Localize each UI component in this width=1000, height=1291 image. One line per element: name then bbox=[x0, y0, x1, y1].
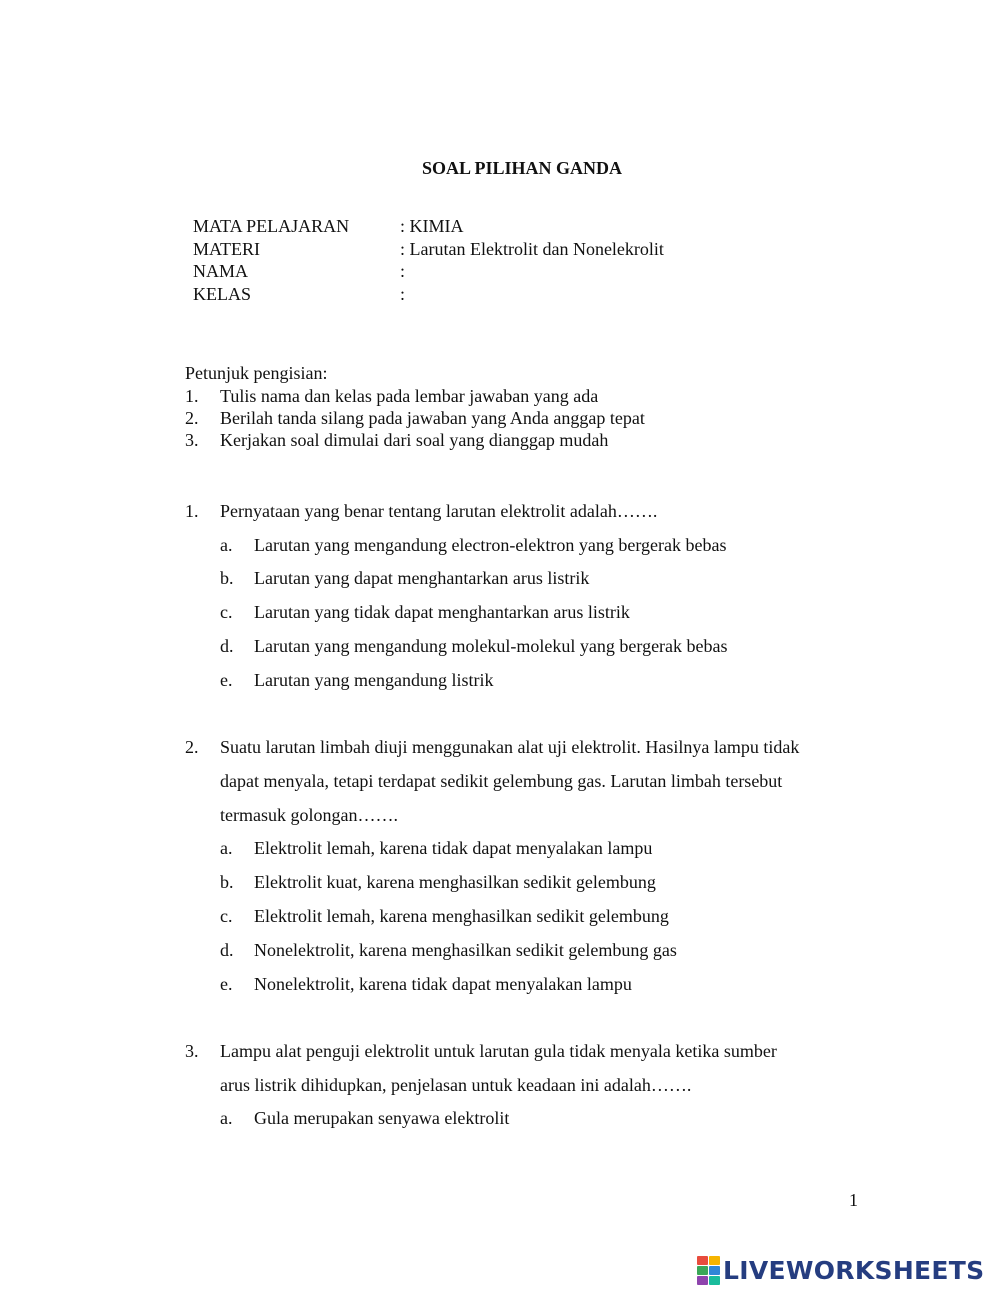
logo-block bbox=[697, 1256, 708, 1265]
question-1-number: 1. bbox=[185, 501, 199, 521]
question-1-option-e-letter[interactable]: e. bbox=[220, 670, 233, 690]
question-1-option-c[interactable]: Larutan yang tidak dapat menghantarkan arus listrik bbox=[254, 602, 630, 622]
liveworksheets-logo-icon bbox=[697, 1256, 719, 1284]
logo-block bbox=[709, 1256, 720, 1265]
logo-block bbox=[697, 1276, 708, 1285]
name-value: : bbox=[400, 261, 406, 281]
question-1-option-d[interactable]: Larutan yang mengandung molekul-molekul yang bergerak bebas bbox=[254, 636, 728, 656]
question-1-text: Pernyataan yang benar tentang larutan elektrolit adalah……. bbox=[220, 501, 658, 521]
question-3-text-line-1: Lampu alat penguji elektrolit untuk larutan gula tidak menyala ketika sumber bbox=[220, 1041, 777, 1061]
brand-text: LIVEWORKSHEETS bbox=[723, 1255, 985, 1285]
material-value: : Larutan Elektrolit dan Nonelekrolit bbox=[400, 239, 664, 259]
liveworksheets-brand[interactable] bbox=[697, 1254, 984, 1286]
question-3-option-a-letter[interactable]: a. bbox=[220, 1108, 233, 1128]
logo-block bbox=[709, 1276, 720, 1285]
instruction-number: 1. bbox=[185, 386, 199, 406]
instruction-number: 3. bbox=[185, 430, 199, 450]
question-2-number: 2. bbox=[185, 737, 199, 757]
class-value: : bbox=[400, 284, 406, 304]
material-label: MATERI bbox=[193, 239, 260, 259]
question-2-option-d-letter[interactable]: d. bbox=[220, 940, 234, 960]
logo-block bbox=[697, 1266, 708, 1275]
name-label: NAMA bbox=[193, 261, 249, 281]
question-2-option-e-letter[interactable]: e. bbox=[220, 974, 233, 994]
question-3-option-a[interactable]: Gula merupakan senyawa elektrolit bbox=[254, 1108, 510, 1128]
question-2-option-c-letter[interactable]: c. bbox=[220, 906, 233, 926]
logo-block bbox=[709, 1266, 720, 1275]
question-1-option-e[interactable]: Larutan yang mengandung listrik bbox=[254, 670, 494, 690]
question-2-option-b[interactable]: Elektrolit kuat, karena menghasilkan sedikit gelembung bbox=[254, 872, 656, 892]
question-2-option-a[interactable]: Elektrolit lemah, karena tidak dapat menyalakan lampu bbox=[254, 838, 653, 858]
page-title: SOAL PILIHAN GANDA bbox=[421, 158, 623, 178]
question-1-option-a[interactable]: Larutan yang mengandung electron-elektron yang bergerak bebas bbox=[254, 535, 727, 555]
class-label: KELAS bbox=[193, 284, 251, 304]
instruction-text: Berilah tanda silang pada jawaban yang Anda anggap tepat bbox=[220, 408, 645, 428]
question-2-text-line-1: Suatu larutan limbah diuji menggunakan alat uji elektrolit. Hasilnya lampu tidak bbox=[220, 737, 800, 757]
question-2-option-d[interactable]: Nonelektrolit, karena menghasilkan sedikit gelembung gas bbox=[254, 940, 677, 960]
instruction-number: 2. bbox=[185, 408, 199, 428]
question-2-option-c[interactable]: Elektrolit lemah, karena menghasilkan sedikit gelembung bbox=[254, 906, 669, 926]
question-2-text-line-2: dapat menyala, tetapi terdapat sedikit gelembung gas. Larutan limbah tersebut bbox=[220, 771, 783, 791]
question-2-option-e[interactable]: Nonelektrolit, karena tidak dapat menyalakan lampu bbox=[254, 974, 632, 994]
page-number: 1 bbox=[849, 1190, 858, 1210]
subject-value: : KIMIA bbox=[400, 216, 464, 236]
question-3-number: 3. bbox=[185, 1041, 199, 1061]
question-1-option-a-letter[interactable]: a. bbox=[220, 535, 233, 555]
subject-label: MATA PELAJARAN bbox=[193, 216, 350, 236]
instruction-text: Tulis nama dan kelas pada lembar jawaban yang ada bbox=[220, 386, 599, 406]
instructions-heading: Petunjuk pengisian: bbox=[185, 363, 328, 383]
instruction-text: Kerjakan soal dimulai dari soal yang dianggap mudah bbox=[220, 430, 609, 450]
question-2-option-b-letter[interactable]: b. bbox=[220, 872, 234, 892]
question-1-option-b[interactable]: Larutan yang dapat menghantarkan arus listrik bbox=[254, 568, 590, 588]
question-1-option-c-letter[interactable]: c. bbox=[220, 602, 233, 622]
question-2-option-a-letter[interactable]: a. bbox=[220, 838, 233, 858]
question-1-option-d-letter[interactable]: d. bbox=[220, 636, 234, 656]
question-3-text-line-2: arus listrik dihidupkan, penjelasan untuk keadaan ini adalah……. bbox=[220, 1075, 692, 1095]
question-2-text-line-3: termasuk golongan……. bbox=[220, 805, 398, 825]
question-1-option-b-letter[interactable]: b. bbox=[220, 568, 234, 588]
